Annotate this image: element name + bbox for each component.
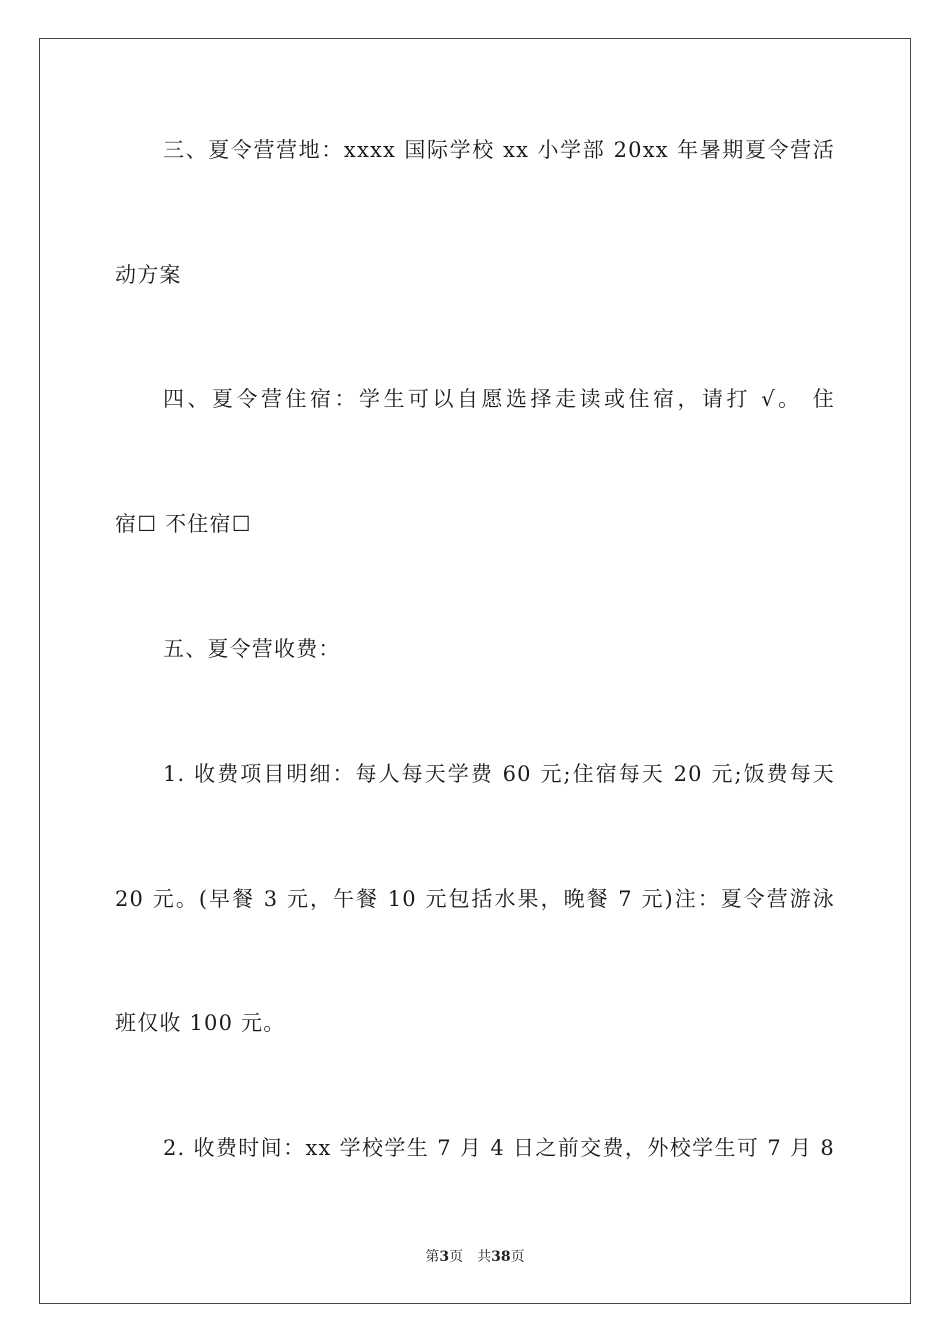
fee-details-line3: 班仅收 100 元。 xyxy=(115,1011,286,1035)
section-five-fees-heading: 五、夏令营收费： xyxy=(163,637,341,661)
section-three-campsite-line2: 动方案 xyxy=(115,263,182,287)
footer-page-suffix: 页 xyxy=(449,1249,464,1265)
fee-details-line2: 20 元。(早餐 3 元，午餐 10 元包括水果，晚餐 7 元)注：夏令营游泳 xyxy=(115,887,835,911)
footer-total-prefix: 共 xyxy=(477,1249,492,1265)
section-four-lodging-line1: 四、夏令营住宿：学生可以自愿选择走读或住宿，请打 √。 住 xyxy=(163,387,835,411)
fee-time-line1: 2. 收费时间：xx 学校学生 7 月 4 日之前交费，外校学生可 7 月 8 xyxy=(163,1136,835,1160)
section-three-campsite-line1: 三、夏令营营地：xxxx 国际学校 xx 小学部 20xx 年暑期夏令营活 xyxy=(163,138,835,162)
footer-page-prefix: 第 xyxy=(425,1249,440,1265)
page-footer xyxy=(0,1248,950,1266)
footer-total-pages: 38 xyxy=(491,1249,511,1265)
section-four-lodging-options: 宿☐ 不住宿☐ xyxy=(115,512,252,536)
footer-page-number: 3 xyxy=(439,1249,450,1265)
footer-total-suffix: 页 xyxy=(510,1249,525,1265)
page-border xyxy=(39,38,911,1304)
fee-details-line1: 1. 收费项目明细：每人每天学费 60 元;住宿每天 20 元;饭费每天 xyxy=(163,762,835,786)
